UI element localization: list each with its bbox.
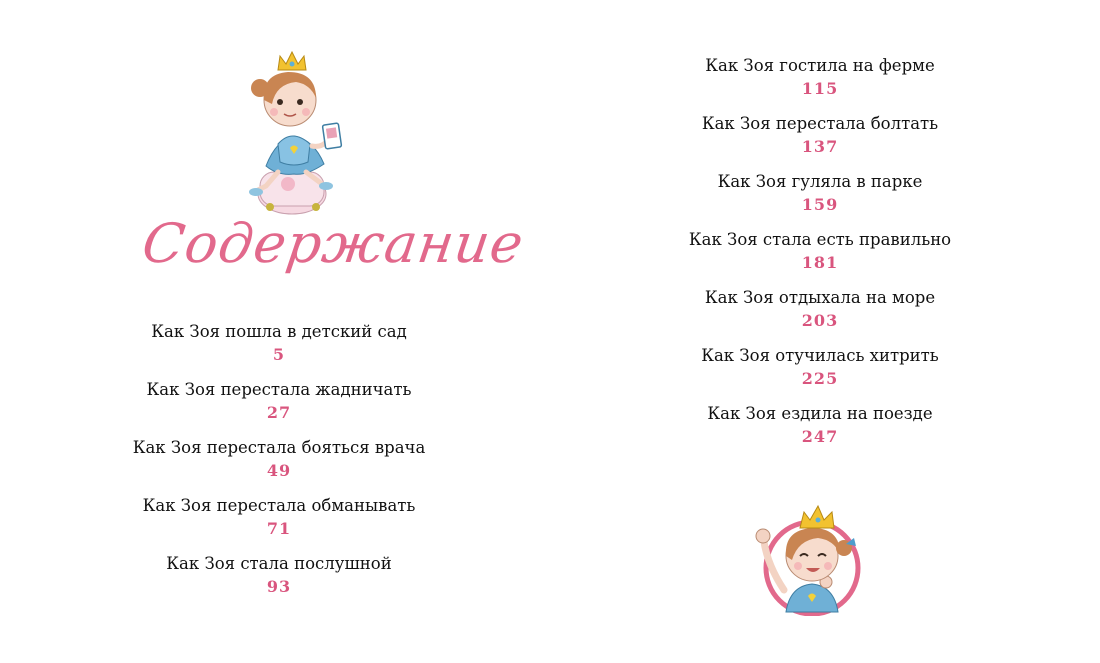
toc-list-right [670,54,970,460]
toc-entry-title: Как Зоя перестала обманывать [142,496,416,515]
toc-entry-title: Как Зоя перестала болтать [701,114,939,133]
toc-entry[interactable] [670,286,970,344]
toc-entry-page: 159 [801,195,839,214]
toc-entry-title: Как Зоя стала послушной [166,554,392,573]
toc-entry-page: 5 [272,345,286,364]
toc-entry-page: 225 [801,369,839,388]
girl-sitting-illustration [226,44,356,216]
toc-entry-page: 93 [266,577,292,596]
toc-entry[interactable] [670,112,970,170]
toc-entry[interactable] [129,320,429,378]
girl-waving-illustration [750,486,870,616]
toc-entry-title: Как Зоя гостила на ферме [705,56,935,75]
toc-entry[interactable] [129,436,429,494]
toc-entry-page: 247 [801,427,839,446]
toc-entry-page: 71 [266,519,292,538]
toc-entry-page: 181 [801,253,839,272]
toc-entry-title: Как Зоя стала есть правильно [688,230,952,249]
toc-entry[interactable] [670,344,970,402]
toc-entry-page: 27 [266,403,292,422]
toc-list-left [129,320,429,610]
toc-entry-page: 203 [801,311,839,330]
toc-entry-title: Как Зоя перестала бояться врача [132,438,426,457]
toc-entry-page: 49 [266,461,292,480]
toc-entry[interactable] [129,494,429,552]
toc-entry-page: 115 [801,79,839,98]
table-of-contents-title: Содержание [138,212,528,275]
toc-entry[interactable] [670,402,970,460]
toc-entry-title: Как Зоя отдыхала на море [704,288,936,307]
toc-entry[interactable] [670,54,970,112]
toc-entry[interactable] [129,378,429,436]
toc-entry-page: 137 [801,137,839,156]
toc-entry-title: Как Зоя пошла в детский сад [151,322,407,341]
toc-entry-title: Как Зоя перестала жадничать [146,380,412,399]
toc-entry[interactable] [129,552,429,610]
toc-entry-title: Как Зоя гуляла в парке [717,172,923,191]
toc-entry-title: Как Зоя отучилась хитрить [701,346,939,365]
toc-entry[interactable] [670,170,970,228]
toc-entry[interactable] [670,228,970,286]
toc-entry-title: Как Зоя ездила на поезде [707,404,933,423]
